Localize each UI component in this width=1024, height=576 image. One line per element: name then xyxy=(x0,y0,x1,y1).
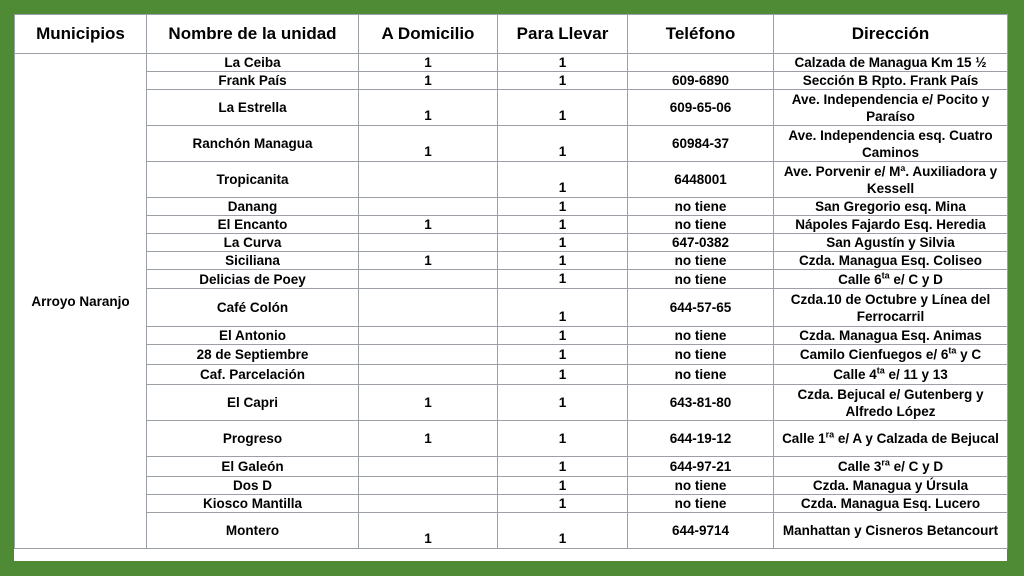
header-telefono: Teléfono xyxy=(628,15,774,54)
cell-direccion: Czda.10 de Octubre y Línea del Ferrocarril xyxy=(774,289,1008,327)
cell-direccion: Calle $6^{ta}$ e/ C y D xyxy=(774,270,1008,289)
cell-domicilio: 1 xyxy=(359,385,498,421)
cell-domicilio xyxy=(359,345,498,365)
cell-telefono: 609-6890 xyxy=(628,72,774,90)
table-row xyxy=(15,495,1008,513)
cell-direccion: Ave. Independencia esq. Cuatro Caminos xyxy=(774,126,1008,162)
cell-direccion: Czda. Managua Esq. Lucero xyxy=(774,495,1008,513)
cell-telefono: 644-9714 xyxy=(628,513,774,549)
cell-telefono: no tiene xyxy=(628,327,774,345)
table-row xyxy=(15,345,1008,365)
table-row xyxy=(15,126,1008,162)
cell-direccion: Ave. Porvenir e/ Mª. Auxiliadora y Kessell xyxy=(774,162,1008,198)
cell-nombre: Progreso xyxy=(147,421,359,457)
cell-nombre: 28 de Septiembre xyxy=(147,345,359,365)
table-row xyxy=(15,327,1008,345)
cell-nombre: El Galeón xyxy=(147,457,359,477)
cell-telefono: no tiene xyxy=(628,495,774,513)
cell-nombre: El Antonio xyxy=(147,327,359,345)
cell-domicilio: 1 xyxy=(359,216,498,234)
cell-llevar: 1 xyxy=(498,421,628,457)
cell-direccion: Calle $4^{ta}$ e/ 11 y 13 xyxy=(774,365,1008,385)
cell-llevar: 1 xyxy=(498,385,628,421)
cell-direccion: Czda. Managua Esq. Coliseo xyxy=(774,252,1008,270)
cell-telefono: 6448001 xyxy=(628,162,774,198)
cell-llevar: 1 xyxy=(498,72,628,90)
table-row xyxy=(15,289,1008,327)
cell-nombre: El Encanto xyxy=(147,216,359,234)
cell-telefono: no tiene xyxy=(628,252,774,270)
cell-nombre: Café Colón xyxy=(147,289,359,327)
table-row xyxy=(15,234,1008,252)
cell-direccion: Camilo Cienfuegos e/ $6^{ta}$ y C xyxy=(774,345,1008,365)
cell-llevar: 1 xyxy=(498,513,628,549)
cell-direccion: Manhattan y Cisneros Betancourt xyxy=(774,513,1008,549)
table-row xyxy=(15,72,1008,90)
cell-telefono: no tiene xyxy=(628,198,774,216)
cell-nombre: La Curva xyxy=(147,234,359,252)
cell-llevar: 1 xyxy=(498,495,628,513)
cell-direccion: Ave. Independencia e/ Pocito y Paraíso xyxy=(774,90,1008,126)
header-direccion: Dirección xyxy=(774,15,1008,54)
cell-domicilio xyxy=(359,495,498,513)
cell-domicilio: 1 xyxy=(359,90,498,126)
cell-telefono: 609-65-06 xyxy=(628,90,774,126)
cell-direccion: Calzada de Managua Km 15 ½ xyxy=(774,54,1008,72)
header-domicilio: A Domicilio xyxy=(359,15,498,54)
cell-domicilio xyxy=(359,457,498,477)
header-llevar: Para Llevar xyxy=(498,15,628,54)
cell-telefono: 644-57-65 xyxy=(628,289,774,327)
cell-domicilio: 1 xyxy=(359,252,498,270)
cell-nombre: Caf. Parcelación xyxy=(147,365,359,385)
cell-municipio: Arroyo Naranjo xyxy=(15,54,147,549)
cell-nombre: Dos D xyxy=(147,477,359,495)
table-row xyxy=(15,421,1008,457)
cell-llevar: 1 xyxy=(498,234,628,252)
cell-nombre: Delicias de Poey xyxy=(147,270,359,289)
cell-llevar: 1 xyxy=(498,162,628,198)
cell-domicilio: 1 xyxy=(359,421,498,457)
cell-domicilio xyxy=(359,327,498,345)
cell-domicilio xyxy=(359,234,498,252)
cell-telefono: no tiene xyxy=(628,477,774,495)
units-table xyxy=(14,14,1008,549)
table-row xyxy=(15,90,1008,126)
cell-llevar: 1 xyxy=(498,252,628,270)
table-row xyxy=(15,457,1008,477)
cell-telefono: no tiene xyxy=(628,365,774,385)
cell-nombre: La Estrella xyxy=(147,90,359,126)
cell-nombre: Montero xyxy=(147,513,359,549)
table-row xyxy=(15,162,1008,198)
table-frame xyxy=(14,14,1007,561)
table-row xyxy=(15,385,1008,421)
table-row xyxy=(15,198,1008,216)
cell-llevar: 1 xyxy=(498,477,628,495)
table-row xyxy=(15,477,1008,495)
table-row xyxy=(15,54,1008,72)
cell-telefono: no tiene xyxy=(628,270,774,289)
cell-llevar: 1 xyxy=(498,90,628,126)
cell-llevar: 1 xyxy=(498,126,628,162)
table-row xyxy=(15,365,1008,385)
cell-direccion: San Agustín y Silvia xyxy=(774,234,1008,252)
cell-direccion: Nápoles Fajardo Esq. Heredia xyxy=(774,216,1008,234)
cell-domicilio xyxy=(359,365,498,385)
cell-nombre: Siciliana xyxy=(147,252,359,270)
cell-domicilio: 1 xyxy=(359,72,498,90)
cell-nombre: La Ceiba xyxy=(147,54,359,72)
cell-llevar: 1 xyxy=(498,327,628,345)
cell-llevar: 1 xyxy=(498,345,628,365)
cell-llevar: 1 xyxy=(498,216,628,234)
cell-domicilio: 1 xyxy=(359,54,498,72)
cell-llevar: 1 xyxy=(498,54,628,72)
cell-nombre: Ranchón Managua xyxy=(147,126,359,162)
cell-direccion: Czda. Managua y Úrsula xyxy=(774,477,1008,495)
cell-telefono: 647-0382 xyxy=(628,234,774,252)
cell-llevar: 1 xyxy=(498,457,628,477)
cell-nombre: Tropicanita xyxy=(147,162,359,198)
cell-domicilio xyxy=(359,198,498,216)
header-row xyxy=(15,15,1008,54)
table-row xyxy=(15,252,1008,270)
cell-direccion: Sección B Rpto. Frank País xyxy=(774,72,1008,90)
cell-direccion: Calle $1^{ra}$ e/ A y Calzada de Bejucal xyxy=(774,421,1008,457)
cell-nombre: Danang xyxy=(147,198,359,216)
cell-domicilio xyxy=(359,270,498,289)
cell-llevar: 1 xyxy=(498,365,628,385)
header-municipios: Municipios xyxy=(15,15,147,54)
cell-direccion: Czda. Bejucal e/ Gutenberg y Alfredo López xyxy=(774,385,1008,421)
cell-llevar: 1 xyxy=(498,270,628,289)
cell-telefono: 60984-37 xyxy=(628,126,774,162)
cell-direccion: San Gregorio esq. Mina xyxy=(774,198,1008,216)
cell-llevar: 1 xyxy=(498,289,628,327)
cell-nombre: Kiosco Mantilla xyxy=(147,495,359,513)
cell-nombre: El Capri xyxy=(147,385,359,421)
table-row xyxy=(15,513,1008,549)
cell-direccion: Calle $3^{ra}$ e/ C y D xyxy=(774,457,1008,477)
cell-telefono: 643-81-80 xyxy=(628,385,774,421)
cell-telefono: no tiene xyxy=(628,216,774,234)
cell-domicilio: 1 xyxy=(359,126,498,162)
cell-direccion: Czda. Managua Esq. Animas xyxy=(774,327,1008,345)
cell-telefono: 644-19-12 xyxy=(628,421,774,457)
cell-domicilio xyxy=(359,162,498,198)
cell-telefono: 644-97-21 xyxy=(628,457,774,477)
table-row xyxy=(15,216,1008,234)
cell-domicilio: 1 xyxy=(359,513,498,549)
cell-telefono: no tiene xyxy=(628,345,774,365)
table-row xyxy=(15,270,1008,289)
cell-domicilio xyxy=(359,289,498,327)
cell-domicilio xyxy=(359,477,498,495)
cell-telefono xyxy=(628,54,774,72)
cell-llevar: 1 xyxy=(498,198,628,216)
cell-nombre: Frank País xyxy=(147,72,359,90)
header-nombre: Nombre de la unidad xyxy=(147,15,359,54)
